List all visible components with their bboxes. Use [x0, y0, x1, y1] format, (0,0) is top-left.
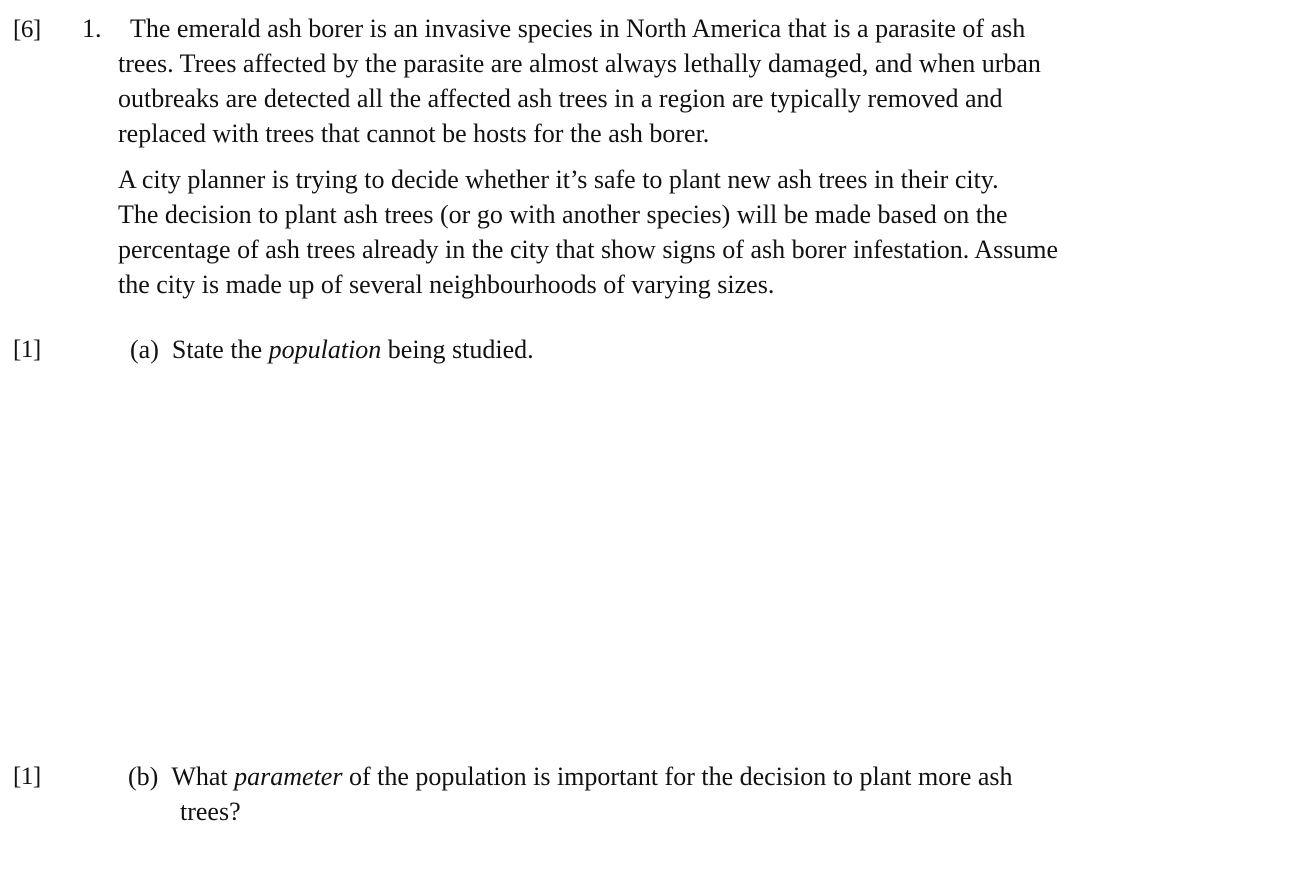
part-a-label: (a): [130, 335, 159, 364]
context-line-1: A city planner is trying to decide whether it’s safe to plant new ash trees in their city.: [118, 165, 999, 194]
marks-q1: [6]: [13, 16, 41, 43]
context-line-4: the city is made up of several neighbourhoods of varying sizes.: [118, 270, 775, 299]
question-number: 1.: [82, 14, 102, 43]
marks-part-b: [1]: [13, 763, 41, 790]
intro-line-4: replaced with trees that cannot be hosts for the ash borer.: [118, 119, 710, 148]
part-b-line-2: trees?: [180, 797, 241, 826]
part-a-text-after: being studied.: [387, 335, 534, 364]
intro-line-2: trees. Trees affected by the parasite are almost always lethally damaged, and when urban: [118, 49, 1041, 78]
intro-line-1-text: The emerald ash borer is an invasive species in North America that is a parasite of ash: [130, 14, 1026, 43]
part-b-question: [128, 759, 1219, 829]
part-a-text-before: State the: [171, 335, 263, 364]
intro-line-1: [118, 11, 1219, 46]
question-context-paragraph: [118, 162, 1219, 302]
intro-line-3: outbreaks are detected all the affected ash trees in a region are typically removed and: [118, 84, 1003, 113]
part-b-label: (b): [128, 762, 159, 791]
context-line-2: The decision to plant ash trees (or go with another species) will be made based on the: [118, 200, 1008, 229]
marks-part-a: [1]: [13, 336, 41, 363]
part-a-question: [130, 332, 534, 367]
part-b-text-after: of the population is important for the decision to plant more ash: [348, 762, 1013, 791]
part-b-answer-space[interactable]: [118, 836, 1218, 884]
part-a-answer-space[interactable]: [118, 380, 1218, 740]
part-b-text-before: What: [171, 762, 228, 791]
context-line-3: percentage of ash trees already in the city that show signs of ash borer infestation. Assume: [118, 235, 1059, 264]
question-intro-paragraph: [118, 11, 1219, 151]
part-b-line-1: [128, 759, 1219, 794]
part-b-emphasis: parameter: [234, 762, 343, 791]
part-a-emphasis: population: [268, 335, 382, 364]
